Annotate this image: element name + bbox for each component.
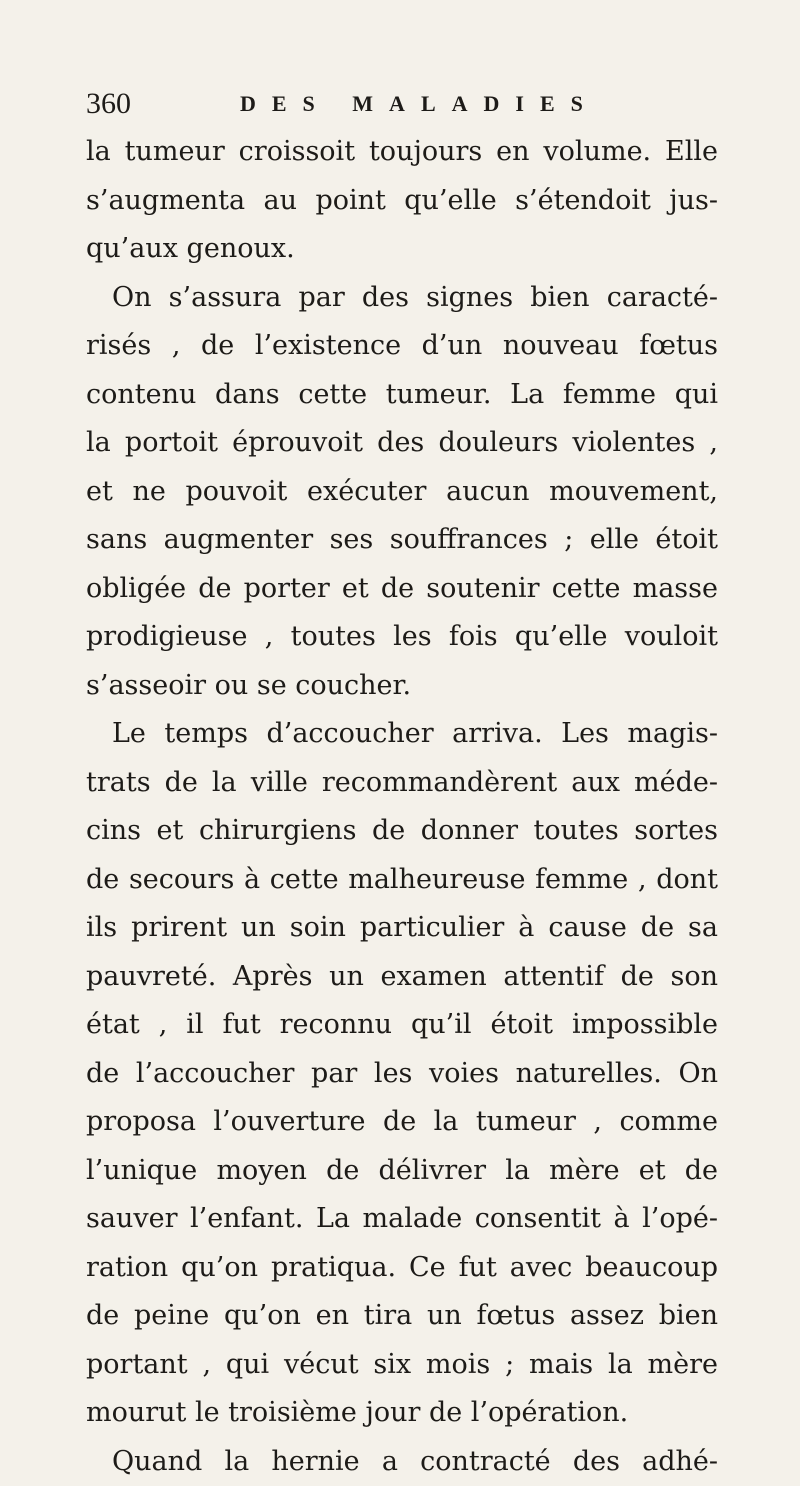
text-line: mourut le troisième jour de l’opération. (86, 1389, 718, 1438)
text-line: obligée de porter et de soutenir cette masse (86, 565, 718, 614)
text-line: et ne pouvoit exécuter aucun mouvement, (86, 468, 718, 517)
running-title: DES MALADIES (240, 84, 599, 124)
text-line: portant , qui vécut six mois ; mais la mère (86, 1341, 718, 1390)
text-line: de secours à cette malheureuse femme , dont (86, 856, 718, 905)
text-line: de peine qu’on en tira un fœtus assez bien (86, 1292, 718, 1341)
text-line: proposa l’ouverture de la tumeur , comme (86, 1098, 718, 1147)
text-line: l’unique moyen de délivrer la mère et de (86, 1147, 718, 1196)
text-line: ils prirent un soin particulier à cause de sa (86, 904, 718, 953)
text-line: sauver l’enfant. La malade consentit à l’opé- (86, 1195, 718, 1244)
text-line: cins et chirurgiens de donner toutes sortes (86, 807, 718, 856)
text-line: risés , de l’existence d’un nouveau fœtus (86, 322, 718, 371)
text-line: pauvreté. Après un examen attentif de son (86, 953, 718, 1002)
text-line: de l’accoucher par les voies naturelles. On (86, 1050, 718, 1099)
text-line: état , il fut reconnu qu’il étoit impossible (86, 1001, 718, 1050)
text-line: ration qu’on pratiqua. Ce fut avec beaucoup (86, 1244, 718, 1293)
text-line: prodigieuse , toutes les fois qu’elle vouloit (86, 613, 718, 662)
text-line: s’asseoir ou se coucher. (86, 662, 718, 711)
text-line: la tumeur croissoit toujours en volume. Elle (86, 128, 718, 177)
text-line: sans augmenter ses souffrances ; elle étoit (86, 516, 718, 565)
running-head (86, 84, 726, 124)
text-line: s’augmenta au point qu’elle s’étendoit jus- (86, 177, 718, 226)
body-text (86, 128, 718, 1486)
text-line: qu’aux genoux. (86, 225, 718, 274)
text-line: contenu dans cette tumeur. La femme qui (86, 371, 718, 420)
text-line: Le temps d’accoucher arriva. Les magis- (86, 710, 718, 759)
text-line: On s’assura par des signes bien caracté- (86, 274, 718, 323)
text-line: Quand la hernie a contracté des adhé- (86, 1438, 718, 1486)
text-line: trats de la ville recommandèrent aux méde- (86, 759, 718, 808)
page-number: 360 (86, 84, 131, 124)
text-line: la portoit éprouvoit des douleurs violentes , (86, 419, 718, 468)
